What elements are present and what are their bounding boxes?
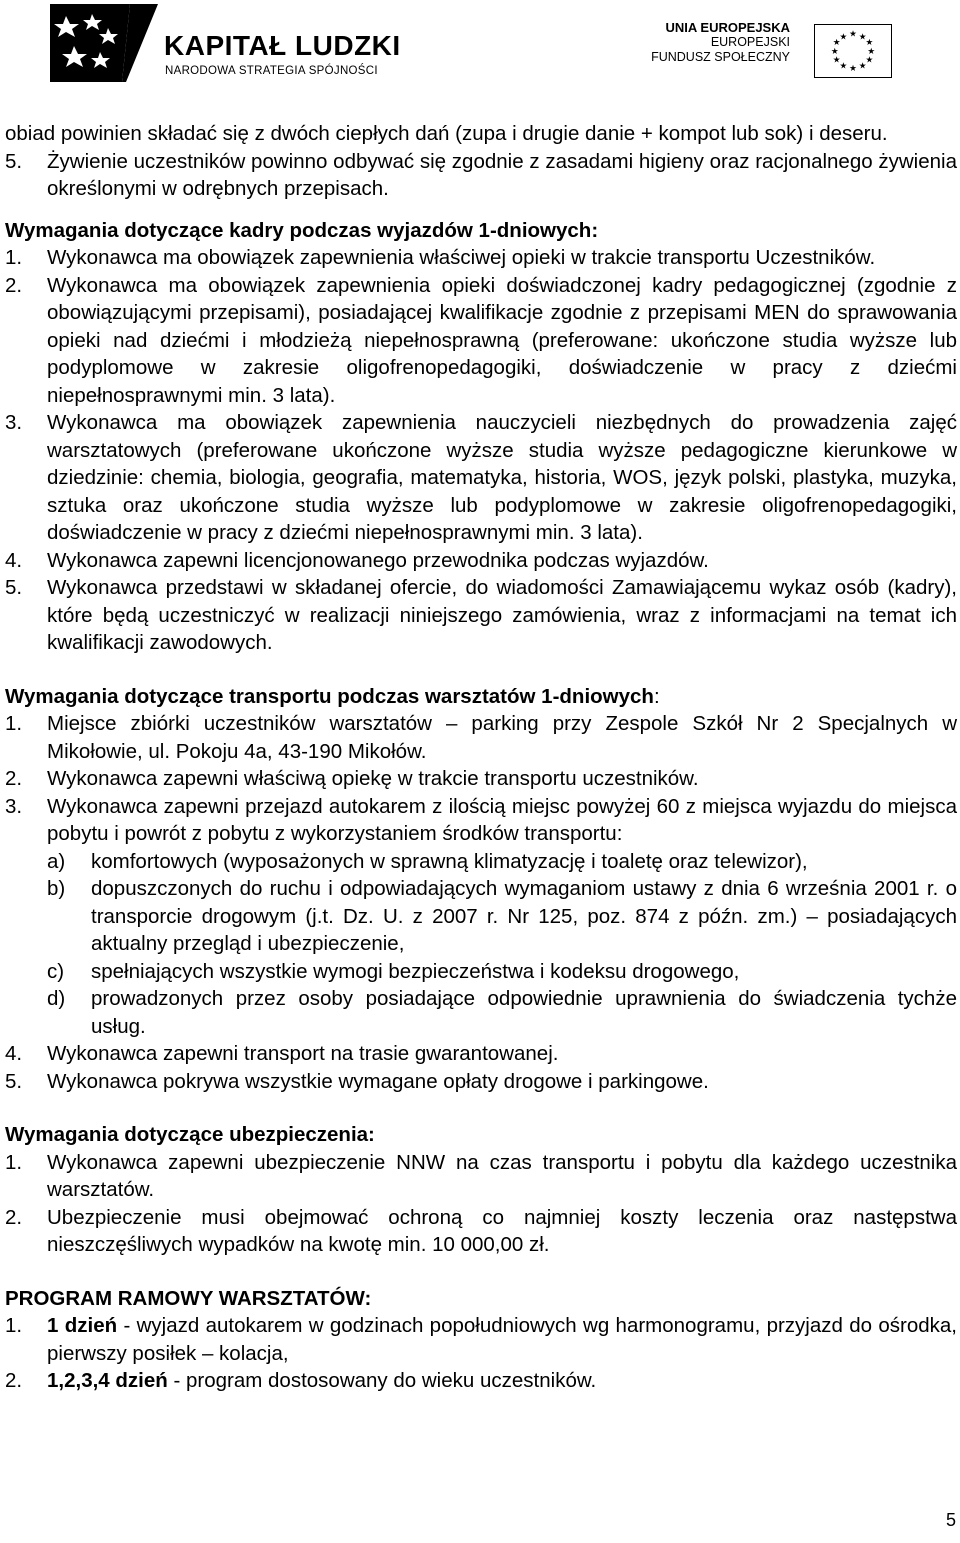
sub-list-item (5, 848, 957, 876)
item-number: 2. (5, 273, 23, 297)
kapital-ludzki-title: KAPITAŁ LUDZKI (164, 30, 401, 61)
sub-item-text: komfortowych (wyposażonych w sprawną klimatyzację i toaletę oraz telewizor), (91, 849, 808, 873)
heading-text: Wymagania dotyczące transportu podczas warsztatów 1-dniowych (5, 684, 654, 708)
section-heading-kadra: Wymagania dotyczące kadry podczas wyjazdów 1-dniowych: (5, 218, 599, 242)
svg-text:★: ★ (832, 55, 841, 66)
sub-item-text: spełniających wszystkie wymogi bezpieczeństwa i kodeksu drogowego, (91, 959, 740, 983)
item-number: 3. (5, 411, 23, 434)
section-heading-transport (5, 683, 957, 711)
eu-flag-icon (814, 24, 892, 78)
item-number: 4. (5, 548, 23, 572)
svg-text:★: ★ (858, 61, 867, 72)
eu-logo-text (651, 20, 790, 65)
item-text: Wykonawca pokrywa wszystkie wymagane opłaty drogowe i parkingowe. (47, 1069, 709, 1093)
list-item (5, 272, 957, 410)
item-text: Wykonawca przedstawi w składanej ofercie, do wiadomości Zamawiającemu wykaz osób (kadry), które będą uczestniczyć w realizacji niniejszego zamówienia, wraz z informacjami na temat ich kwalifikacji zawodowych. (47, 576, 957, 654)
item-text: Wykonawca zapewni licencjonowanego przewodnika podczas wyjazdów. (47, 548, 709, 572)
sub-item-text: dopuszczonych do ruchu i odpowiadających wymaganiom ustawy z dnia 6 września 2001 r. o transporcie drogowym (j.t. Dz. U. z 2007 r. Nr 125, poz. 874 z późn. zm.) – posiadających aktualny przegląd i ubezpieczenie, (91, 877, 957, 955)
list-item (5, 148, 957, 203)
item-number: 5. (5, 1069, 23, 1093)
sub-list-item (5, 958, 957, 986)
item-text: Wykonawca ma obowiązek zapewnienia nauczycieli niezbędnych do prowadzenia zajęć warsztatowych (preferowane ukończone wyższe studia wyższe pedagogiczne kierunkowe w dziedzinie: chemia, biologia, geografia, matematyka, historia, WOS, język polski, plastyka, muzyka, sztuka oraz ukończone studia wyższe lub podyplomowe w zakresie oligofrenopedagogiki, doświadczenie w pracy z dziećmi niepełnosprawnymi min. 3 lata). (47, 411, 957, 544)
item-number: 5. (5, 149, 23, 173)
svg-text:★: ★ (858, 32, 867, 43)
heading-colon: : (653, 684, 660, 708)
item-number: 3. (5, 794, 23, 818)
list-item (5, 409, 957, 547)
page-header (0, 0, 960, 95)
item-number: 1. (5, 1314, 23, 1337)
svg-text:★: ★ (865, 55, 874, 66)
item-text: Wykonawca zapewni ubezpieczenie NNW na czas transportu i pobytu dla każdego uczestnika warsztatów. (47, 1150, 957, 1201)
day-description: - program dostosowany do wieku uczestników. (167, 1369, 597, 1392)
item-number: 1. (5, 712, 23, 735)
item-number: 4. (5, 1042, 23, 1065)
day-label: 1 dzień (47, 1314, 118, 1337)
eu-logo (650, 20, 900, 82)
list-item (5, 574, 957, 657)
list-item (5, 1149, 957, 1204)
item-text: Wykonawca ma obowiązek zapewnienia właściwej opieki w trakcie transportu Uczestników. (47, 246, 876, 269)
item-text: Wykonawca zapewni transport na trasie gwarantowanej. (47, 1042, 559, 1065)
svg-text:★: ★ (830, 46, 839, 57)
section-heading-ubezpieczenie: Wymagania dotyczące ubezpieczenia: (5, 1123, 375, 1146)
sub-item-letter: c) (47, 959, 65, 983)
item-text: Żywienie uczestników powinno odbywać się zgodnie z zasadami higieny oraz racjonalnego żywienia określonymi w odrębnych przepisach. (47, 149, 957, 200)
list-item (5, 547, 957, 575)
sub-item-letter: a) (47, 849, 66, 873)
item-number: 1. (5, 246, 23, 269)
item-text (47, 1312, 957, 1367)
day-description: - wyjazd autokarem w godzinach popołudniowych wg harmonogramu, przyjazd do ośrodka, pierwszy posiłek – kolacja, (47, 1314, 957, 1365)
item-number: 2. (5, 1205, 23, 1229)
item-number: 2. (5, 1369, 23, 1392)
list-item (5, 1312, 957, 1367)
sub-item-letter: b) (47, 877, 66, 900)
list-item (5, 1204, 957, 1259)
item-text: Ubezpieczenie musi obejmować ochroną co najmniej koszty leczenia oraz następstwa nieszczęśliwych wypadków na kwotę min. 10 000,00 zł. (47, 1205, 957, 1256)
item-text (47, 1367, 957, 1395)
list-item (5, 765, 957, 793)
svg-text:★: ★ (839, 61, 848, 72)
list-item (5, 1040, 957, 1068)
sub-list-item (5, 985, 957, 1040)
day-label: 1,2,3,4 dzień (47, 1369, 168, 1392)
eu-line-1: UNIA EUROPEJSKA (665, 20, 790, 35)
item-text: Wykonawca ma obowiązek zapewnienia opieki doświadczonej kadry pedagogicznej (zgodnie z obowiązującymi przepisami), posiadającej kwalifikacje zgodnie z przepisami MEN do sprawowania opieki nad dziećmi i młodzieżą niepełnosprawną (preferowane: ukończone studia wyższe lub podyplomowe w zakresie oligofrenopedagogiki, doświadczenie w pracy z dziećmi niepełnosprawnymi min. 3 lata). (47, 273, 957, 407)
kapital-ludzki-emblem-icon (46, 2, 164, 84)
item-number: 2. (5, 767, 23, 790)
svg-text:★: ★ (849, 29, 857, 40)
list-item (5, 793, 957, 848)
sub-item-text: prowadzonych przez osoby posiadające odpowiednie uprawnienia do świadczenia tychże usług. (91, 987, 957, 1038)
svg-text:★: ★ (839, 32, 848, 43)
kapital-ludzki-subtitle: NARODOWA STRATEGIA SPÓJNOŚCI (165, 65, 378, 77)
list-item (5, 710, 957, 765)
eu-line-2: EUROPEJSKI (710, 35, 790, 49)
list-item (5, 244, 957, 272)
section-heading-program: PROGRAM RAMOWY WARSZTATÓW: (5, 1286, 372, 1310)
page-number: 5 (945, 1510, 956, 1530)
svg-text:★: ★ (849, 64, 857, 75)
sub-item-letter: d) (47, 987, 66, 1010)
svg-text:★: ★ (867, 46, 876, 57)
svg-text:★: ★ (832, 38, 841, 49)
item-text: Wykonawca zapewni właściwą opiekę w trakcie transportu uczestników. (47, 767, 699, 790)
svg-text:★: ★ (865, 38, 874, 49)
document-body (5, 120, 957, 1395)
eu-line-3: FUNDUSZ SPOŁECZNY (651, 50, 790, 64)
item-number: 5. (5, 576, 23, 599)
item-text: Miejsce zbiórki uczestników warsztatów – parking przy Zespole Szkół Nr 2 Specjalnych w Mikołowie, ul. Pokoju 4a, 43-190 Mikołów. (47, 712, 957, 763)
sub-list-item (5, 875, 957, 958)
list-item (5, 1068, 957, 1096)
item-number: 1. (5, 1150, 23, 1174)
kapital-ludzki-logo (46, 2, 401, 84)
list-item (5, 1367, 957, 1395)
intro-continuation: obiad powinien składać się z dwóch ciepłych dań (zupa i drugie danie + kompot lub sok) i deseru. (5, 122, 888, 145)
item-text: Wykonawca zapewni przejazd autokarem z ilością miejsc powyżej 60 z miejsca wyjazdu do miejsca pobytu i powrót z pobytu z wykorzystaniem środków transportu: (47, 794, 957, 845)
